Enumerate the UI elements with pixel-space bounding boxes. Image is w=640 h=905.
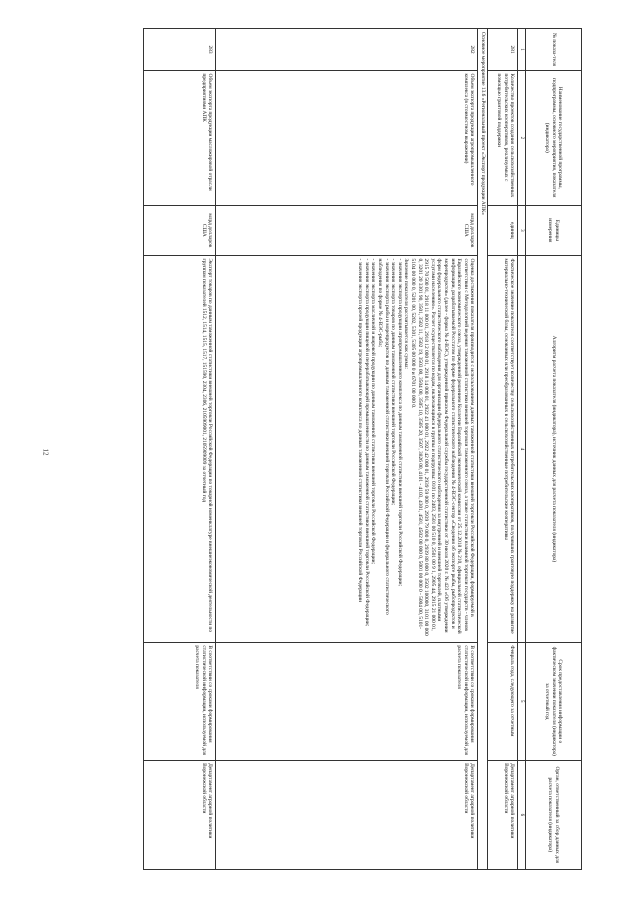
algorithm-paragraph: - значения экспорта масличной и жировой продукции по данным таможенной статистики внешней торговли Российской Федерации; [370,258,377,564]
page-number: 12 [41,448,50,456]
responsible-cell: Департамент аграрной политики Воронежской области [215,760,477,869]
column-number: 6 [517,760,525,869]
column-number: 2 [517,71,525,206]
rotated-page [152,28,582,870]
column-number: 4 [517,256,525,643]
deadline-cell: В соответствии со сроками формирования статистической информации, используемой для расчета показателя [215,642,477,760]
header-cell-number: № показа-теля [526,29,582,71]
algorithm-paragraph: Значение показателя рассчитывается как сумма: [403,258,410,369]
row-number: 282 [215,29,477,71]
indicator-name: Объем экспорта продукции агропромышленного комплекса (в стоимостном выражении) [215,71,477,206]
column-number: 1 [517,29,525,71]
header-cell-responsible: Орган, ответственный за сбор данных для расчета показателя (индикатора) [526,760,582,869]
algorithm-paragraph: - значения экспорта продукции пищевой и перерабатывающей промышленности по данным таможенной статистики внешней торговли Российской Федерации; [363,258,370,627]
row-number: 283 [143,29,215,71]
unit-cell: млрд долларов США [215,205,477,255]
algorithm-cell: Фактическое значение показателя соответствует количеству сельскохозяйственных потребительских кооперативов, получивших грантовую поддержку на развитие материально-технической базы, основанных или преобразованных в сельскохозяйственные потребительские кооперативы [487,256,517,643]
table-header-row [526,29,582,870]
indicator-name: Количество проектов создания сельскохозяйственных потребительских кооперативов, реализуемых с помощью грантовой поддержки [487,71,517,206]
table-row [487,29,517,870]
table-row [143,29,215,870]
deadline-cell: В соответствии со сроками формирования статистической информации, используемой для расчета показателя [143,642,215,760]
responsible-cell: Департамент аграрной политики Воронежской области [487,760,517,869]
indicator-name: Объем экспорта продукции масложировой отрасли предприятиями АПК [143,71,215,206]
table-row [215,29,477,870]
header-cell-unit: Единицы измерения [526,205,582,255]
column-number: 5 [517,642,525,760]
column-number: 3 [517,205,525,255]
column-number-row [517,29,525,870]
algorithm-paragraph: - значения экспорта прочей продукции агропромышленного комплекса по данным таможенной статистики внешней торговли Российской Федерации [357,258,364,603]
row-number: 281 [487,29,517,71]
algorithm-paragraph: - значения экспорта продукции агропромышленного комплекса по данным таможенной статистики внешней торговли Российской Федерации; [396,258,403,587]
algorithm-cell: Экспорт товаров по данным таможенной статистики внешней торговли Российской Федерации по товарной номенклатуре внешнеэкономической деятельности по группам показателей 1512, 1514, 1515, 1517, 151590, 2304, 2306, 2105909001, 2105909009 за отчетный год [143,256,215,643]
header-cell-name: Наименование государственной программы, подпрограммы, основного мероприятия, показателя (индикатора) [526,71,582,206]
algorithm-paragraph: - значения экспорта товаров по данным таможенной статистики внешней торговли Российской Федерации; [390,258,397,506]
unit-cell: млрд долларов США [143,205,215,255]
responsible-cell: Департамент аграрной политики Воронежской области [143,760,215,869]
algorithm-cell [215,256,477,643]
header-cell-algorithm: Алгоритм расчета показателя (индикатора), источник данных для расчета показателя (индикатора) [526,256,582,643]
section-title: Основное мероприятие 13.6 «Региональный проект «Экспорт продукции АПК» [477,29,487,870]
deadline-cell: Февраль года, следующего за отчетным [487,642,517,760]
header-cell-deadline: Срок предоставления информации о фактическом значении показателя (индикатора) за отчетный год [526,642,582,760]
section-row [477,29,487,870]
algorithm-paragraph: Оценка достижения показателя производится с использованием данных таможенной статистики внешней торговли Российской Федерации, формируемой в соответствии с Методологией ведения таможенной статистики внешней торговли таможенного союза, а также статистики взаимной торговли государств - членов Евразийского экономического союза, утвержденной решением Коллегии Евразийской экономической комиссии от 25.12.2018 № 210, официальной статистической информации, разрабатываемой Росстатом по форме федерального статистического наблюдения № 4-ВЭС-сектор «Сведения об экспорте рыбы, рыбопродуктов и морепродуктов» (далее - форма № 4-ВЭС), утвержденной приказом Федеральной службы государственной статистики от 30 июля 2020 г. № 423 «Об утверждении форм федерального статистического наблюдения для организации федерального статистического наблюдения за внутренней и внешней торговлей, платными услугами населению». Расчет осуществляется по кодам, включающимся в группы и подгруппы: 0101 по 2403, 2501 00 510 0, 2501 00 9 1, 2905 44, 2915 21 000 01, 2915 70 500 01, 2918 11 000 01, 2918 12 000 01, 2918 14 000 01, 2922 41 000 01, 2922 42 000 01, 2939 59 000 0, 2939 79 000 0, 2939 80 000 0, 3502 100000, 3101 00 000 0, 3201 20 3301 90, 3501, 3502 11, 3502 19, 3503 00, 3504 00, 3505 10, 3505 20, 3507, 3826 00, 4101 - 4103, 4301, 4501, 4502 00 000 0, 5001 00 000 0 - 5004 00, 5101-5104 00 000 0, 5201 00, 5202, 5301, 5305 00 000 0 и 6701 00 000 0. [410,258,476,636]
indicator-table [143,28,582,870]
unit-cell: единиц [487,205,517,255]
algorithm-paragraph: - значения экспорта рыбы и морепродуктов по данным таможенной статистики внешней торговли Российской Федерации и федерального статистического наблюдения по форме № 4-ВЭС-рыба; [377,258,390,615]
